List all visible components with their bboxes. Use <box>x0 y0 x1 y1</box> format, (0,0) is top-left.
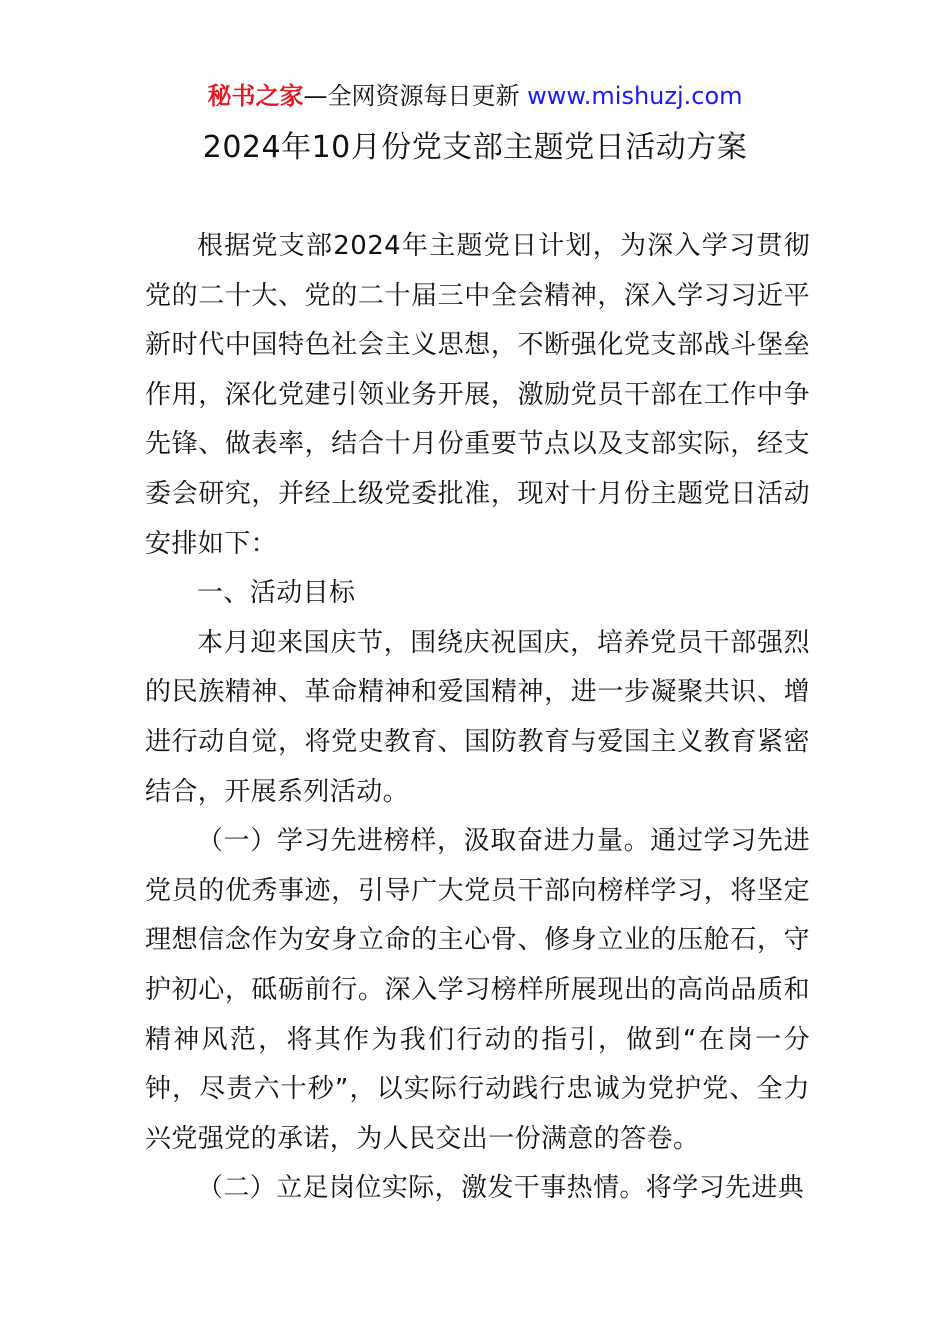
site-header <box>0 80 950 112</box>
paragraph-goal: 本月迎来国庆节，围绕庆祝国庆，培养党员干部强烈的民族精神、革命精神和爱国精神，进一步凝聚共识、增进行动自觉，将党史教育、国防教育与爱国主义教育紧密结合，开展系列活动。 <box>145 627 810 807</box>
site-url-link[interactable]: www.mishuzj.com <box>527 82 743 110</box>
site-brand: 秘书之家 <box>207 82 304 110</box>
section-heading-goal: 一、活动目标 <box>197 578 356 609</box>
document-body <box>145 222 810 1214</box>
paragraph-item-1: （一）学习先进榜样，汲取奋进力量。通过学习先进党员的优秀事迹，引导广大党员干部向榜样学习，将坚定理想信念作为安身立命的主心骨、修身立业的压舱石，守护初心，砥砺前行。深入学习榜样所展现出的高尚品质和精神风范，将其作为我们行动的指引，做到“在岗一分钟，尽责六十秒”，以实际行动践行忠诚为党护党、全力兴党强党的承诺，为人民交出一份满意的答卷。 <box>145 826 810 1154</box>
paragraph-item-2: （二）立足岗位实际，激发干事热情。将学习先进典 <box>197 1173 805 1204</box>
site-tagline: —全网资源每日更新 <box>303 82 520 110</box>
paragraph-intro: 根据党支部2024年主题党日计划，为深入学习贯彻党的二十大、党的二十届三中全会精神，深入学习习近平新时代中国特色社会主义思想，不断强化党支部战斗堡垒作用，深化党建引领业务开展，激励党员干部在工作中争先锋、做表率，结合十月份重要节点以及支部实际，经支委会研究，并经上级党委批准，现对十月份主题党日活动安排如下： <box>145 231 810 559</box>
document-title: 2024年10月份党支部主题党日活动方案 <box>202 130 748 165</box>
